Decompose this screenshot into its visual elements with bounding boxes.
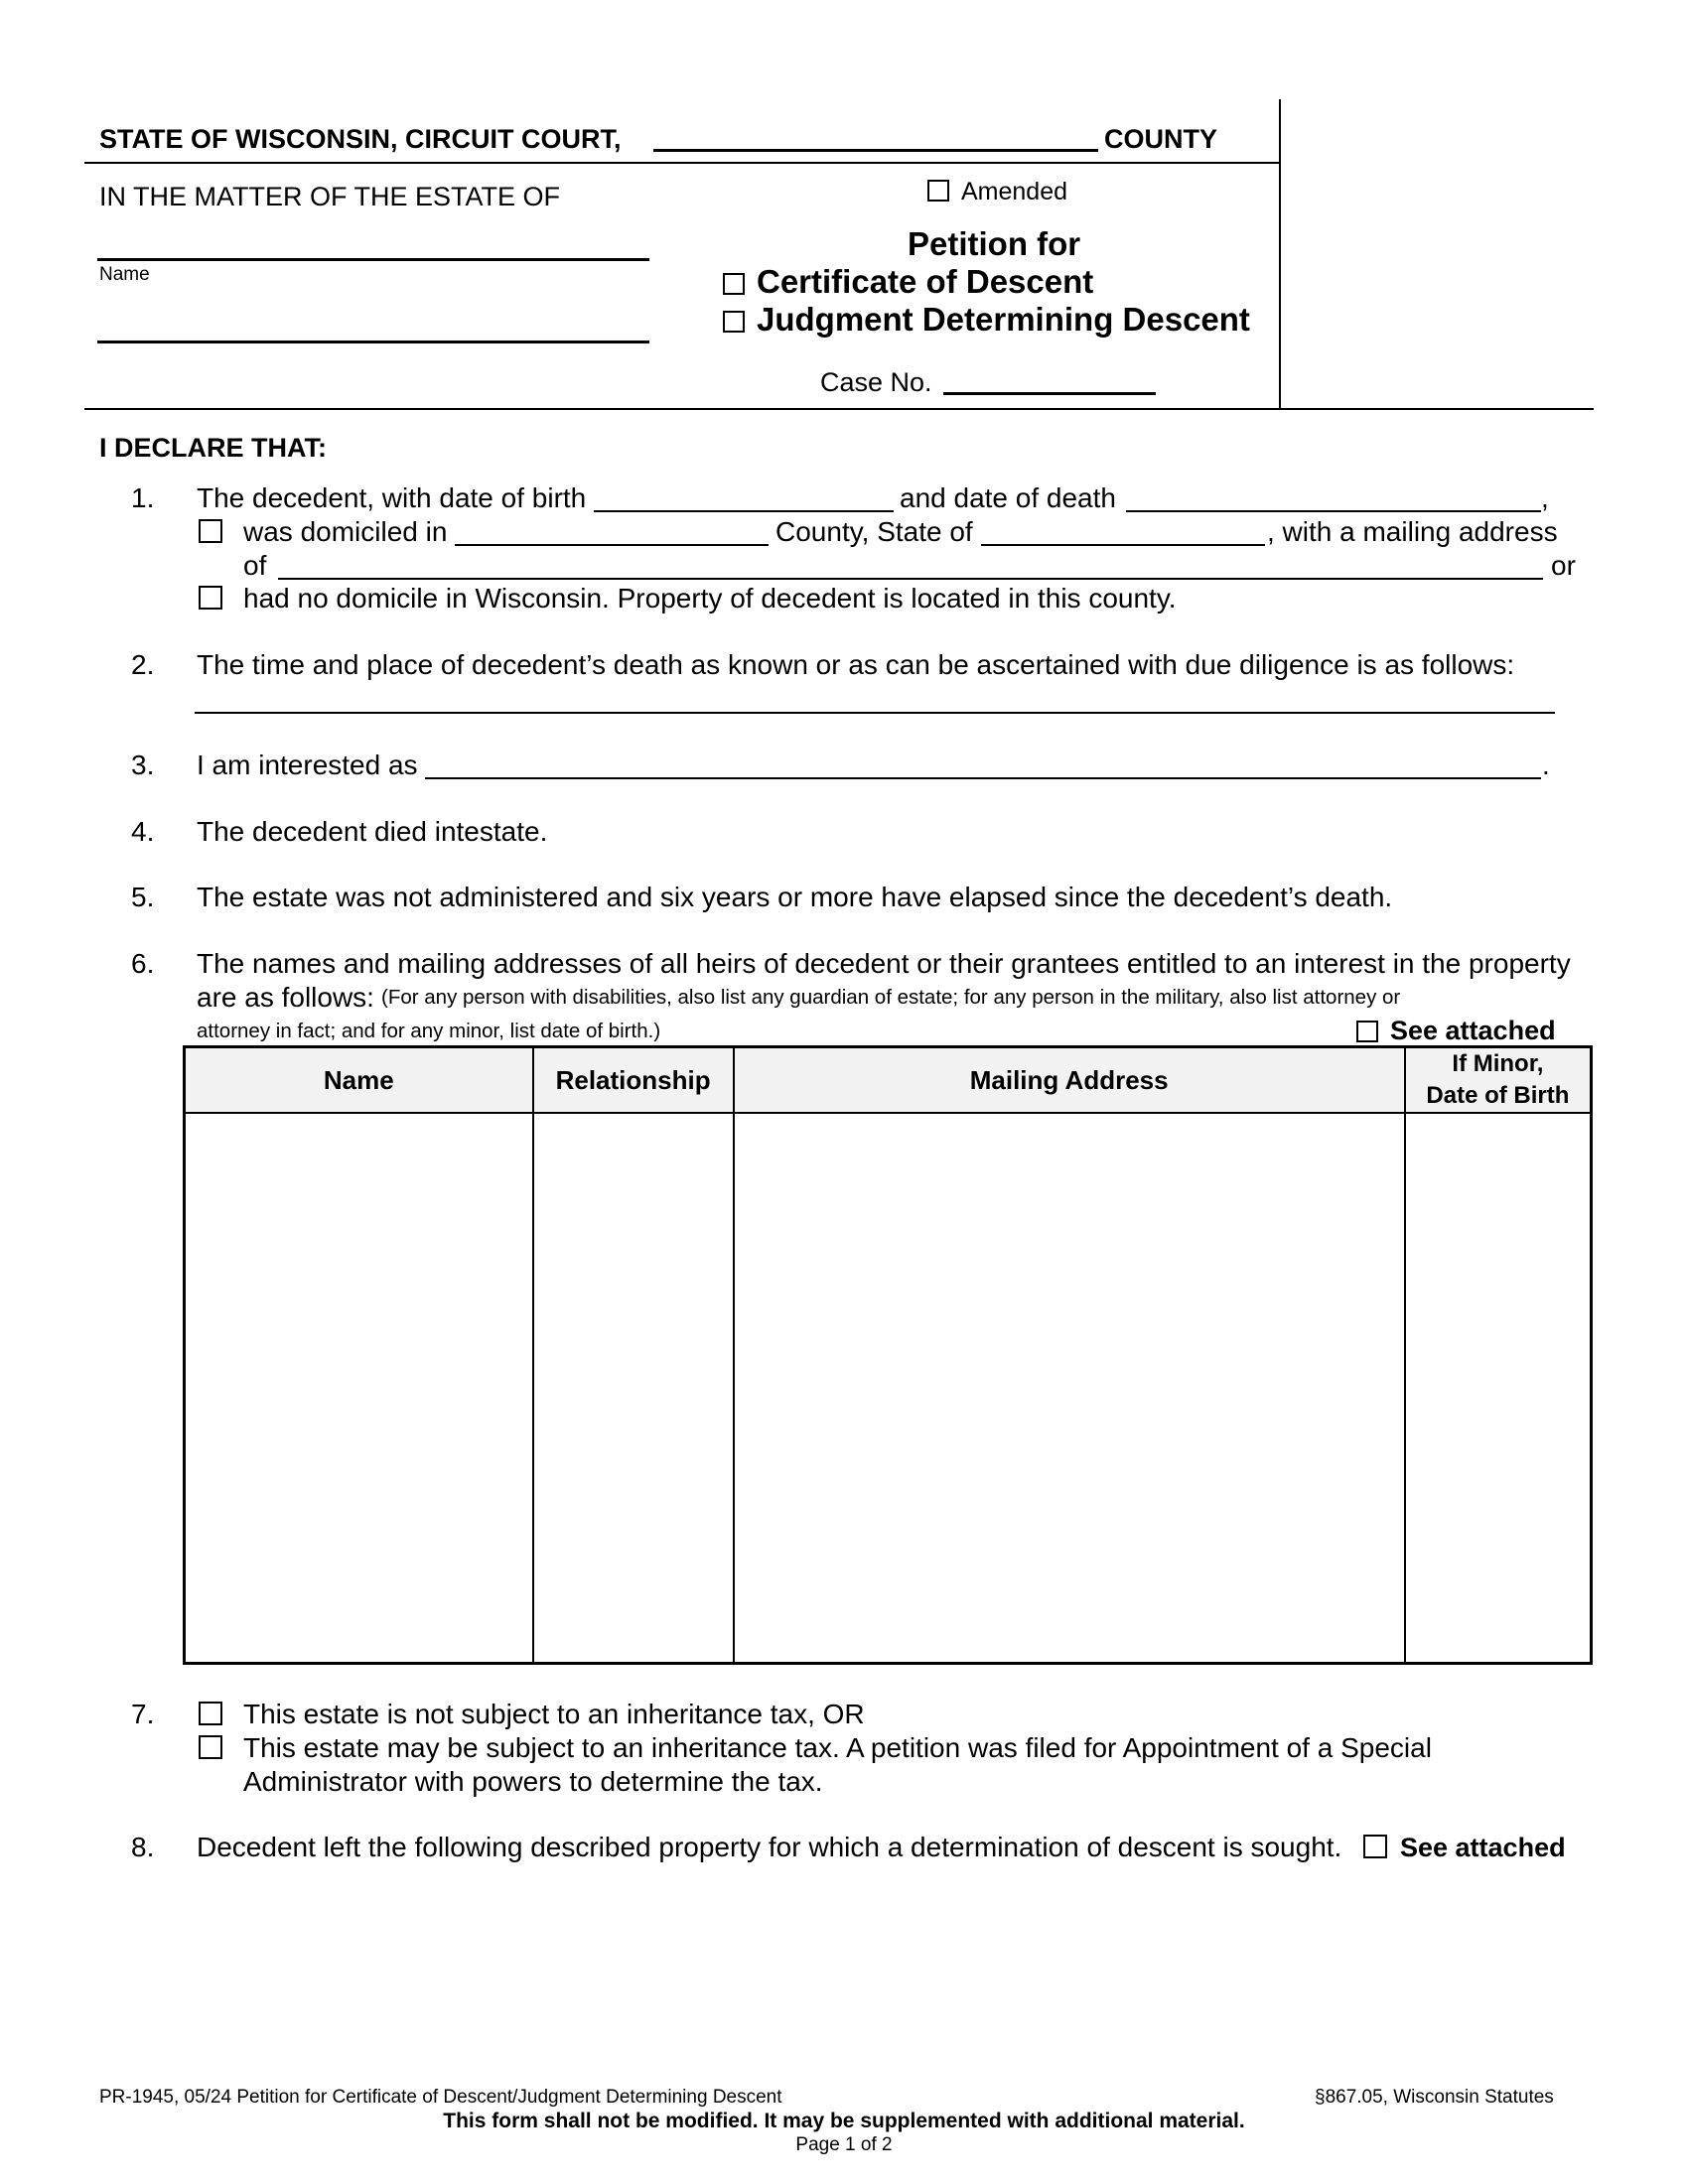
item3-period: .: [1542, 750, 1550, 780]
declare-heading: I DECLARE THAT:: [99, 433, 327, 463]
court-line-label: STATE OF WISCONSIN, CIRCUIT COURT,: [99, 124, 622, 154]
judgment-determining-descent-label: Judgment Determining Descent: [757, 301, 1250, 338]
certificate-of-descent-label: Certificate of Descent: [757, 263, 1094, 300]
item6-line3: attorney in fact; and for any minor, list date of birth.): [197, 1020, 661, 1042]
header-divider-vertical: [1279, 99, 1281, 409]
item6-line2a: are as follows:: [197, 982, 374, 1013]
item1-county-state-label: County, State of: [775, 516, 973, 547]
date-of-birth-field[interactable]: [594, 510, 894, 512]
mailing-address-field[interactable]: [278, 578, 1543, 580]
county-label: COUNTY: [1104, 124, 1217, 154]
heirs-table: [183, 1045, 1593, 1665]
heirs-see-attached-label: See attached: [1390, 1016, 1556, 1045]
item1-mailing-label: , with a mailing address: [1267, 516, 1558, 547]
item6-line2b: (For any person with disabilities, also list any guardian of estate; for any person in the military, also list attorney or: [381, 986, 1401, 1009]
heir-relationship-cell[interactable]: [533, 1113, 734, 1664]
item1-or-label: or: [1551, 550, 1576, 581]
amended-label: Amended: [961, 178, 1068, 205]
col-minor-line1: If Minor,: [1452, 1050, 1544, 1077]
heirs-table-header: [185, 1047, 1592, 1114]
footer-page-number: Page 1 of 2: [795, 2134, 893, 2155]
name-caption: Name: [99, 264, 150, 285]
item1-no-domicile-label: had no domicile in Wisconsin. Property of decedent is located in this county.: [243, 583, 1177, 614]
col-address-header: Mailing Address: [734, 1047, 1405, 1114]
heir-address-cell[interactable]: [734, 1113, 1405, 1664]
col-relationship-header: Relationship: [533, 1047, 734, 1114]
item7-option1-label: This estate is not subject to an inheritance tax, OR: [243, 1699, 865, 1729]
item4-number: 4.: [131, 816, 155, 847]
footer-statute: §867.05, Wisconsin Statutes: [1315, 2087, 1554, 2108]
heirs-see-attached-checkbox[interactable]: [1356, 1021, 1378, 1042]
item1-of-label: of: [243, 550, 267, 581]
domicile-county-field[interactable]: [455, 544, 769, 546]
header-top-rule: [84, 162, 1280, 164]
item2-text: The time and place of decedent’s death as known or as can be ascertained with due diligence is as follows:: [197, 649, 1515, 680]
item6-line1: The names and mailing addresses of all heirs of decedent or their grantees entitled to an interest in the property: [197, 948, 1571, 979]
date-of-death-field[interactable]: [1126, 510, 1541, 512]
item5-text: The estate was not administered and six years or more have elapsed since the decedent’s death.: [197, 882, 1393, 912]
item1-comma: ,: [1541, 482, 1549, 513]
item7-option2-line2: Administrator with powers to determine the tax.: [243, 1766, 823, 1797]
col-minor-line2: Date of Birth: [1426, 1082, 1570, 1109]
footer-form-id: PR-1945, 05/24 Petition for Certificate of Descent/Judgment Determining Descent: [99, 2087, 782, 2108]
item1-text-dod: and date of death: [900, 482, 1116, 513]
estate-name-field-2[interactable]: [97, 341, 649, 343]
item7-number: 7.: [131, 1699, 155, 1729]
property-see-attached-label: See attached: [1400, 1833, 1566, 1862]
domicile-state-field[interactable]: [981, 544, 1265, 546]
item1-text-dob: The decedent, with date of birth: [197, 482, 587, 513]
item4-text: The decedent died intestate.: [197, 816, 548, 847]
heir-dob-cell[interactable]: [1405, 1113, 1592, 1664]
amended-checkbox[interactable]: [927, 180, 949, 202]
col-minor-dob-header: [1405, 1047, 1592, 1114]
domiciled-checkbox[interactable]: [199, 519, 222, 543]
item8-number: 8.: [131, 1832, 155, 1862]
interest-field[interactable]: [425, 777, 1541, 779]
header-bottom-rule: [84, 408, 1594, 410]
item7-option2-line1: This estate may be subject to an inheritance tax. A petition was filed for Appointment of a Special: [243, 1732, 1432, 1763]
item2-number: 2.: [131, 649, 155, 680]
footer-notice: This form shall not be modified. It may be supplemented with additional material.: [443, 2110, 1245, 2132]
item3-number: 3.: [131, 750, 155, 780]
may-be-subject-tax-checkbox[interactable]: [199, 1735, 222, 1759]
time-place-of-death-field[interactable]: [195, 712, 1555, 714]
petition-for-title: Petition for: [908, 225, 1081, 262]
item1-number: 1.: [131, 482, 155, 513]
col-name-header: Name: [185, 1047, 533, 1114]
item6-number: 6.: [131, 948, 155, 979]
item3-text: I am interested as: [197, 750, 418, 780]
item8-text: Decedent left the following described property for which a determination of descent is sought.: [197, 1832, 1342, 1862]
estate-of-label: IN THE MATTER OF THE ESTATE OF: [99, 182, 561, 211]
heir-name-cell[interactable]: [185, 1113, 533, 1664]
judgment-determining-descent-checkbox[interactable]: [723, 311, 745, 333]
case-no-label: Case No.: [820, 367, 932, 397]
item5-number: 5.: [131, 882, 155, 912]
property-see-attached-checkbox[interactable]: [1363, 1835, 1387, 1858]
certificate-of-descent-checkbox[interactable]: [723, 273, 745, 295]
estate-name-field-1[interactable]: [97, 258, 649, 261]
table-row: [185, 1113, 1592, 1664]
not-subject-tax-checkbox[interactable]: [199, 1702, 222, 1725]
county-field[interactable]: [653, 149, 1098, 152]
item1-domiciled-label: was domiciled in: [243, 516, 448, 547]
case-no-field[interactable]: [943, 392, 1156, 395]
no-domicile-checkbox[interactable]: [199, 586, 222, 610]
